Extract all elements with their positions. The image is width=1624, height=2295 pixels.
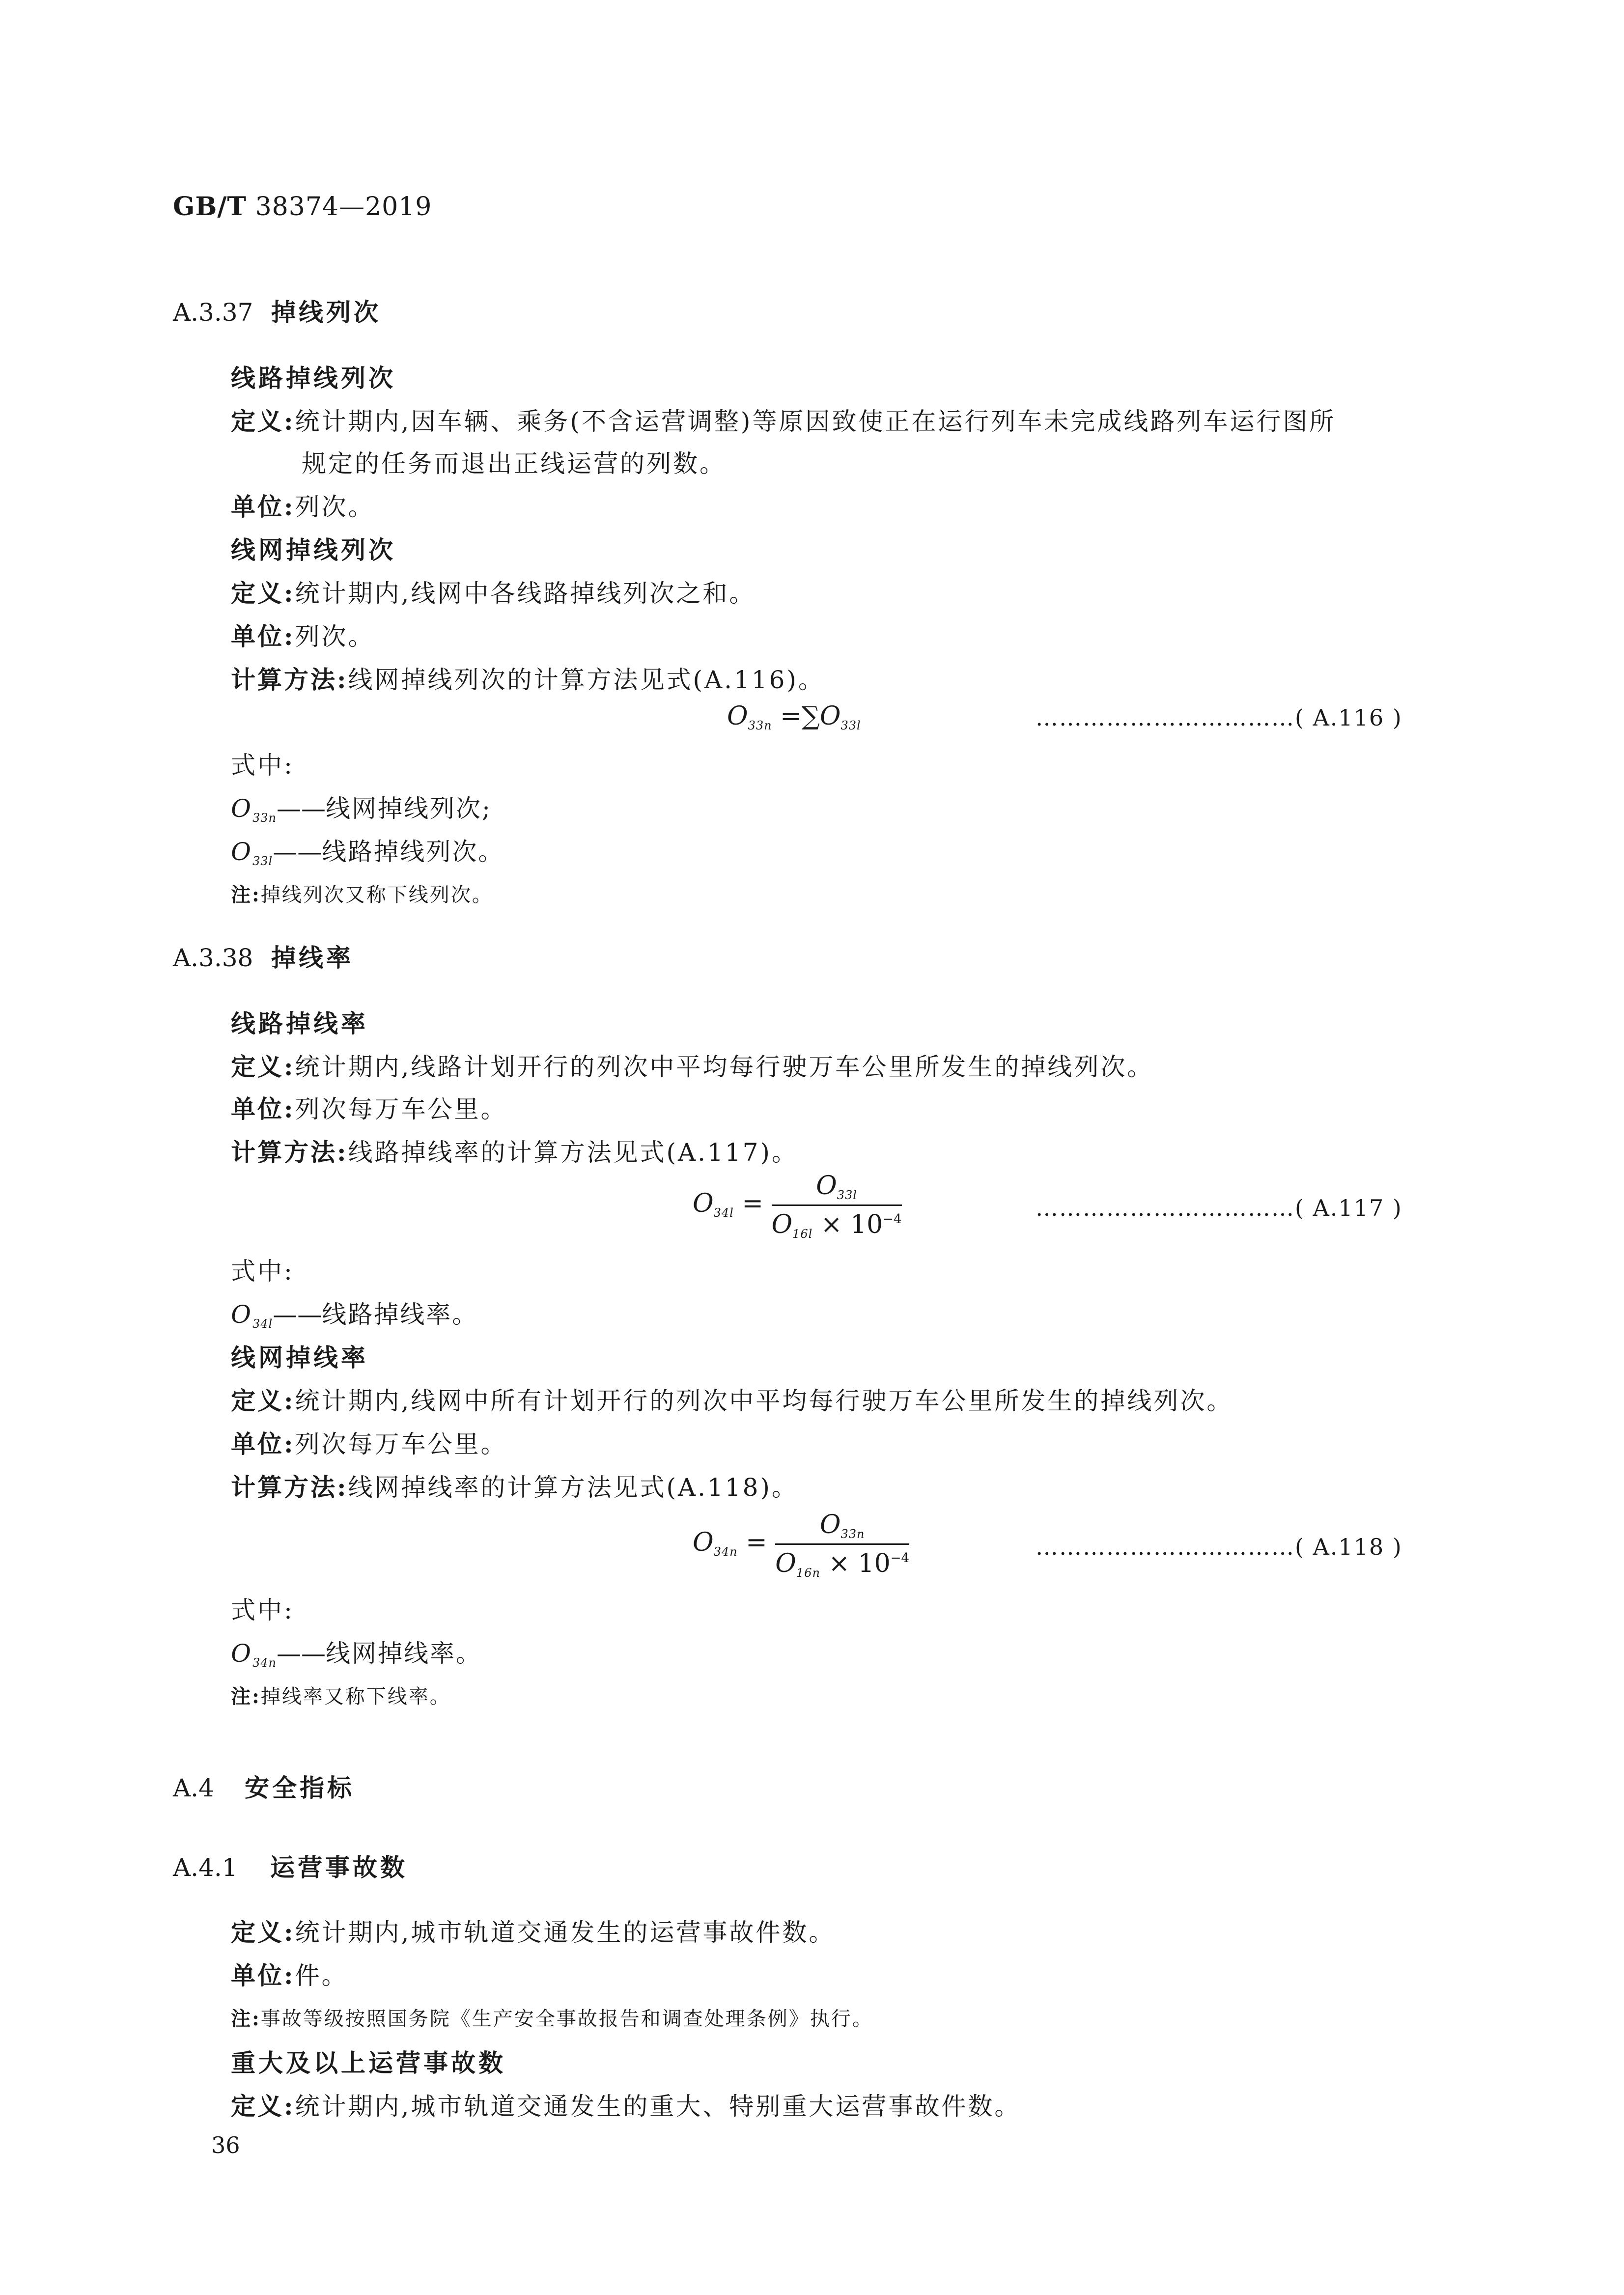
network-drop-trains-calc-method: 计算方法:线网掉线列次的计算方法见式(A.116)。: [231, 665, 825, 694]
equation-number-a-118: ……………………………( A.118 ): [1036, 1534, 1402, 1560]
variable-o33n: $O_{33n}——$线网掉线列次;: [231, 794, 492, 825]
variable-o33l: $O_{33l}——$线路掉线列次。: [231, 838, 504, 868]
note-drop-rate: 注:掉线率又称下线率。: [231, 1685, 451, 1708]
network-drop-rate-unit: 单位:列次每万车公里。: [231, 1429, 507, 1458]
page-number: 36: [211, 2132, 240, 2158]
line-drop-trains-definition: 定义:统计期内,因车辆、乘务(不含运营调整)等原因致使正在运行列车未完成线路列车运行图所: [231, 407, 1336, 436]
network-drop-trains-heading: 线网掉线列次: [231, 535, 396, 564]
equation-number-a-117: ……………………………( A.117 ): [1036, 1195, 1402, 1221]
line-drop-rate-unit: 单位:列次每万车公里。: [231, 1094, 507, 1123]
variable-o34n: $O_{34n}——$线网掉线率。: [231, 1639, 482, 1670]
network-drop-trains-unit: 单位:列次。: [231, 622, 375, 651]
major-accidents-heading: 重大及以上运营事故数: [231, 2048, 506, 2077]
network-drop-rate-calc-method: 计算方法:线网掉线率的计算方法见式(A.118)。: [231, 1473, 798, 1502]
formula-a-116: O33n =∑O33l: [727, 701, 861, 732]
variable-o34l: $O_{34l}——$线路掉线率。: [231, 1300, 478, 1331]
formula-a-118: O34n = $\frac{O33n}{O16n \times 10^{-4}}$: [693, 1510, 910, 1580]
where-label: 式中:: [231, 1257, 294, 1286]
network-drop-rate-definition: 定义:统计期内,线网中所有计划开行的列次中平均每行驶万车公里所发生的掉线列次。: [231, 1386, 1233, 1415]
line-drop-rate-heading: 线路掉线率: [231, 1009, 368, 1038]
line-drop-rate-definition: 定义:统计期内,线路计划开行的列次中平均每行驶万车公里所发生的掉线列次。: [231, 1052, 1154, 1081]
line-drop-trains-definition-cont: 规定的任务而退出正线运营的列数。: [302, 449, 726, 478]
section-a-3-37-heading: A.3.37 掉线列次: [173, 298, 381, 327]
operation-accidents-unit: 单位:件。: [231, 1961, 348, 1990]
formula-a-117: O34l = $\frac{O33l}{O16l \times 10^{-4}}$: [693, 1171, 902, 1241]
where-label: 式中:: [231, 751, 294, 780]
operation-accidents-definition: 定义:统计期内,城市轨道交通发生的运营事故件数。: [231, 1918, 836, 1947]
equation-number-a-116: ……………………………( A.116 ): [1036, 704, 1402, 731]
standard-number: GB/T 38374—2019: [173, 192, 432, 222]
section-a-3-38-heading: A.3.38 掉线率: [173, 943, 354, 972]
note-accident-grade: 注:事故等级按照国务院《生产安全事故报告和调查处理条例》执行。: [231, 2007, 873, 2030]
section-a-4-1-heading: A.4.1 运营事故数: [173, 1853, 408, 1882]
network-drop-trains-definition: 定义:统计期内,线网中各线路掉线列次之和。: [231, 579, 756, 608]
line-drop-trains-unit: 单位:列次。: [231, 492, 375, 521]
line-drop-trains-heading: 线路掉线列次: [231, 364, 396, 392]
note-drop-trains: 注:掉线列次又称下线列次。: [231, 883, 493, 906]
network-drop-rate-heading: 线网掉线率: [231, 1343, 368, 1372]
major-accidents-definition: 定义:统计期内,城市轨道交通发生的重大、特别重大运营事故件数。: [231, 2092, 1021, 2121]
line-drop-rate-calc-method: 计算方法:线路掉线率的计算方法见式(A.117)。: [231, 1138, 798, 1167]
section-a-4-heading: A.4 安全指标: [173, 1773, 355, 1802]
where-label: 式中:: [231, 1596, 294, 1624]
